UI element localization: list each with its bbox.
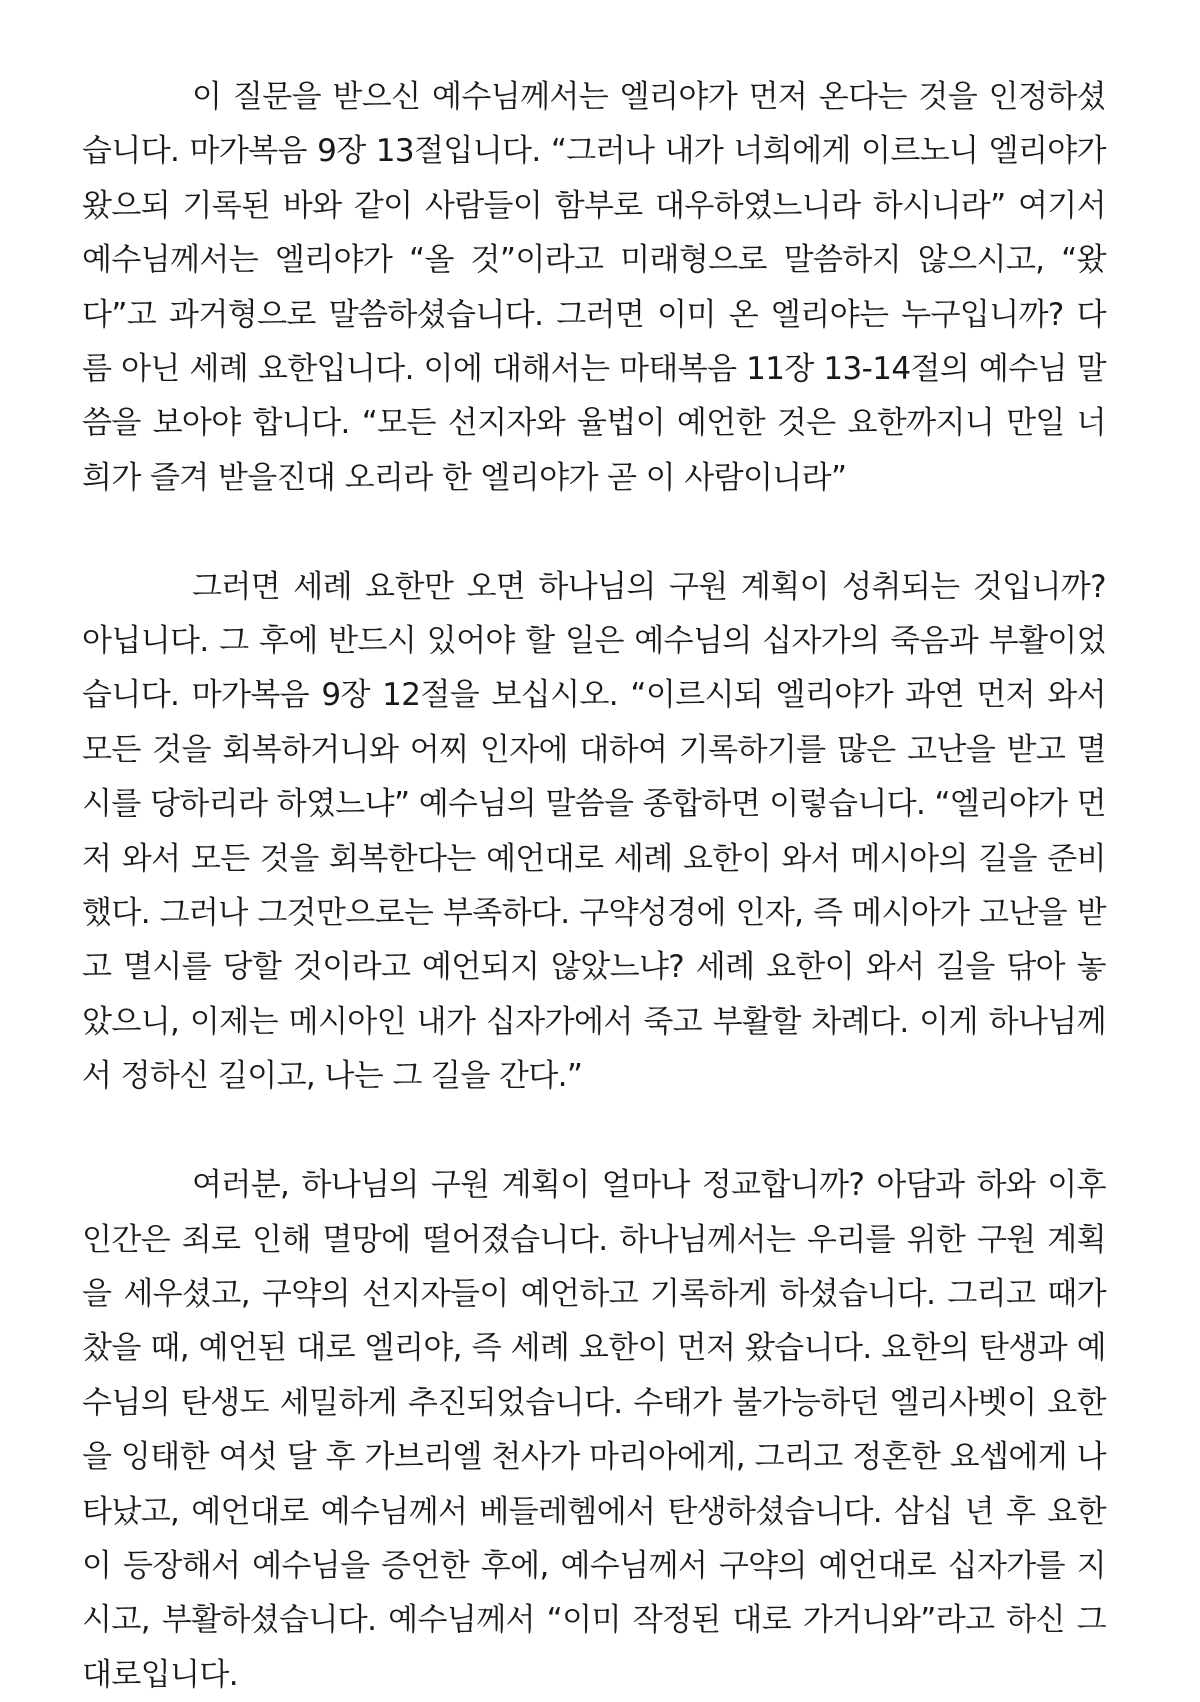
paragraph-2: 그러면 세례 요한만 오면 하나님의 구원 계획이 성취되는 것입니까? 아닙니다. 그 후에 반드시 있어야 할 일은 예수님의 십자가의 죽음과 부활이었습니다. 마가복음 9장 12절을 보십시오. “이르시되 엘리야가 과연 먼저 와서 모든 것을 회복하거니와 어찌 인자에 대하여 기록하기를 많은 고난을 받고 멸시를 당하리라 하였느냐” 예수님의 말씀을 종합하면 이렇습니다. “엘리야가 먼저 와서 모든 것을 회복한다는 예언대로 세례 요한이 와서 메시아의 길을 준비했다. 그러나 그것만으로는 부족하다. 구약성경에 인자, 즉 메시아가 고난을 받고 멸시를 당할 것이라고 예언되지 않았느냐? 세례 요한이 와서 길을 닦아 놓았으니, 이제는 메시아인 내가 십자가에서 죽고 부활할 차례다. 이게 하나님께서 정하신 길이고, 나는 그 길을 간다.” <box>82 568 1106 1095</box>
paragraph-spacer <box>82 505 1106 559</box>
paragraph-1: 이 질문을 받으신 예수님께서는 엘리야가 먼저 온다는 것을 인정하셨습니다. 마가복음 9장 13절입니다. “그러나 내가 너희에게 이르노니 엘리야가 왔으되 기록된 바와 같이 사람들이 함부로 대우하였느니라 하시니라” 여기서 예수님께서는 엘리야가 “올 것”이라고 미래형으로 말씀하지 않으시고, “왔다”고 과거형으로 말씀하셨습니다. 그러면 이미 온 엘리야는 누구입니까? 다름 아닌 세례 요한입니다. 이에 대해서는 마태복음 11장 13-14절의 예수님 말씀을 보아야 합니다. “모든 선지자와 율법이 예언한 것은 요한까지니 만일 너희가 즐겨 받을진대 오리라 한 엘리야가 곧 이 사람이니라” <box>82 79 1106 496</box>
paragraph-3: 여러분, 하나님의 구원 계획이 얼마나 정교합니까? 아담과 하와 이후 인간은 죄로 인해 멸망에 떨어졌습니다. 하나님께서는 우리를 위한 구원 계획을 세우셨고, 구약의 선지자들이 예언하고 기록하게 하셨습니다. 그리고 때가 찼을 때, 예언된 대로 엘리야, 즉 세례 요한이 먼저 왔습니다. 요한의 탄생과 예수님의 탄생도 세밀하게 추진되었습니다. 수태가 불가능하던 엘리사벳이 요한을 잉태한 여섯 달 후 가브리엘 천사가 마리아에게, 그리고 정혼한 요셉에게 나타났고, 예언대로 예수님께서 베들레헴에서 탄생하셨습니다. 삼십 년 후 요한이 등장해서 예수님을 증언한 후에, 예수님께서 구약의 예언대로 십자가를 지시고, 부활하셨습니다. 예수님께서 “이미 작정된 대로 가거니와”라고 하신 그대로입니다. <box>82 1167 1106 1693</box>
paragraph-spacer <box>82 1104 1106 1158</box>
document-page <box>82 70 1106 1702</box>
